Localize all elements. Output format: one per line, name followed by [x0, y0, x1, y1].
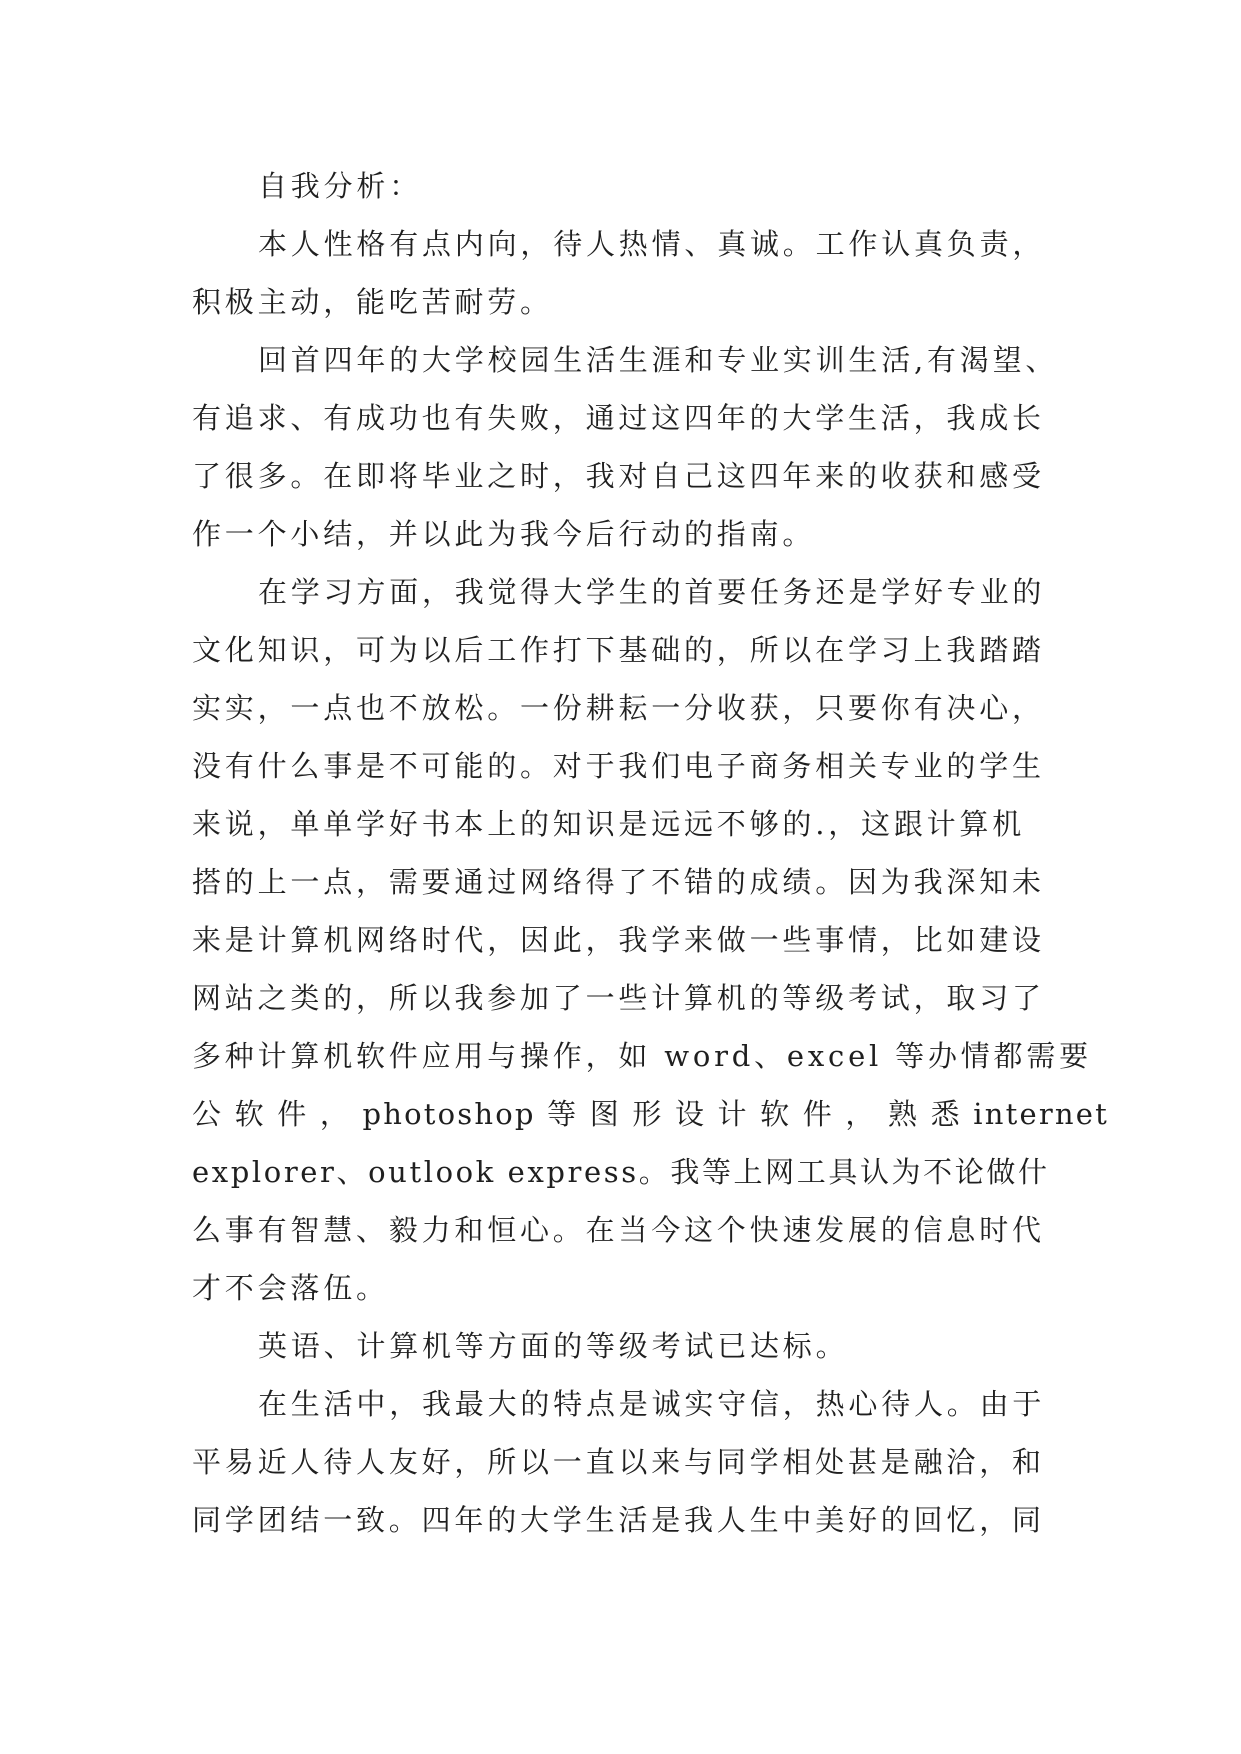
- text-line: 积极主动，能吃苦耐劳。: [192, 285, 553, 319]
- text-line: 么事有智慧、毅力和恒心。在当今这个快速发展的信息时代: [192, 1213, 1045, 1247]
- text-line: 多种计算机软件应用与操作，如 word、excel 等办情都需要: [192, 1039, 1092, 1073]
- text-line: 有追求、有成功也有失败，通过这四年的大学生活，我成长: [192, 401, 1045, 435]
- text-line: 平易近人待人友好，所以一直以来与同学相处甚是融洽，和: [192, 1445, 1045, 1479]
- text-line: 在学习方面，我觉得大学生的首要任务还是学好专业的: [258, 575, 1046, 609]
- text-line: 来说，单单学好书本上的知识是远远不够的.，这跟计算机: [192, 807, 1026, 841]
- text-line: 自我分析：: [258, 169, 423, 203]
- text-line: 了很多。在即将毕业之时，我对自己这四年来的收获和感受: [192, 459, 1045, 493]
- text-line: 才不会落伍。: [192, 1271, 389, 1305]
- text-line: 公 软 件 ， photoshop 等 图 形 设 计 软 件 ， 熟 悉 internet: [192, 1097, 1109, 1131]
- text-line: 没有什么事是不可能的。对于我们电子商务相关专业的学生: [192, 749, 1045, 783]
- text-line: 英语、计算机等方面的等级考试已达标。: [258, 1329, 849, 1363]
- text-line: 实实，一点也不放松。一份耕耘一分收获，只要你有决心，: [192, 691, 1045, 725]
- text-line: 作一个小结，并以此为我今后行动的指南。: [192, 517, 816, 551]
- text-line: 文化知识，可为以后工作打下基础的，所以在学习上我踏踏: [192, 633, 1045, 667]
- text-line: 在生活中，我最大的特点是诚实守信，热心待人。由于: [258, 1387, 1046, 1421]
- text-line: 同学团结一致。四年的大学生活是我人生中美好的回忆，同: [192, 1503, 1045, 1537]
- text-line: 搭的上一点，需要通过网络得了不错的成绩。因为我深知未: [192, 865, 1045, 899]
- text-line: 回首四年的大学校园生活生涯和专业实训生活,有渴望、: [258, 343, 1059, 377]
- text-line: explorer、outlook express。我等上网工具认为不论做什: [192, 1155, 1050, 1189]
- text-line: 来是计算机网络时代，因此，我学来做一些事情，比如建设: [192, 923, 1045, 957]
- text-line: 本人性格有点内向，待人热情、真诚。工作认真负责，: [258, 227, 1046, 261]
- text-line: 网站之类的，所以我参加了一些计算机的等级考试，取习了: [192, 981, 1045, 1015]
